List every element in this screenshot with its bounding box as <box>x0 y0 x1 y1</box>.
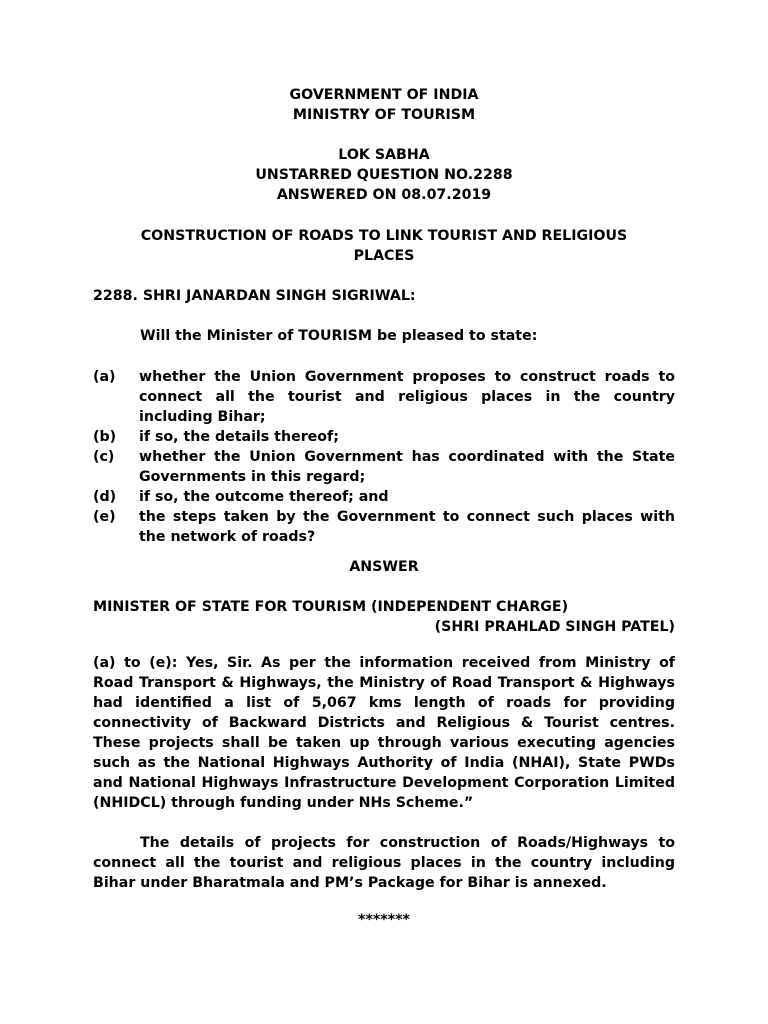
question-text: if so, the outcome thereof; and <box>139 489 389 505</box>
subject-line-1: CONSTRUCTION OF ROADS TO LINK TOURIST AND RELIGIOUS <box>140 228 628 244</box>
house-heading: LOK SABHA <box>338 147 430 163</box>
question-item-d <box>93 487 675 507</box>
minister-name: (SHRI PRAHLAD SINGH PATEL) <box>434 619 675 635</box>
ministry-heading: MINISTRY OF TOURISM <box>292 107 476 123</box>
question-text: whether the Union Government proposes to construct roads to connect all the tourist and religious places in the country including Bihar; <box>139 369 675 425</box>
question-text: if so, the details thereof; <box>139 429 339 445</box>
question-label: (e) <box>93 509 116 525</box>
question-intro: Will the Minister of TOURISM be pleased to state: <box>140 328 538 344</box>
answer-heading: ANSWER <box>349 559 419 575</box>
question-label: (d) <box>93 489 117 505</box>
question-item-e <box>93 507 675 547</box>
question-label: (c) <box>93 449 115 465</box>
question-text: whether the Union Government has coordinated with the State Governments in this regard; <box>139 449 675 485</box>
question-label: (b) <box>93 429 117 445</box>
answer-paragraph-1: (a) to (e): Yes, Sir. As per the information received from Ministry of Road Transport & Highways, the Ministry of Road Transport & Highways had identified a list of 5,067 kms length of roads for providing connectivity of Backward Districts and Religious & Tourist centres. These projects shall be taken up through various executing agencies such as the National Highways Authority of India (NHAI), State PWDs and National Highways Infrastructure Development Corporation Limited (NHIDCL) through funding under NHs Scheme.” <box>93 655 675 811</box>
question-number: UNSTARRED QUESTION NO.2288 <box>255 167 513 183</box>
question-text: the steps taken by the Government to connect such places with the network of roads? <box>139 509 675 545</box>
question-item-b <box>93 427 675 447</box>
minister-title: MINISTER OF STATE FOR TOURISM (INDEPENDENT CHARGE) <box>93 599 569 615</box>
question-item-c <box>93 447 675 487</box>
end-mark: ******* <box>358 912 410 928</box>
answered-date: ANSWERED ON 08.07.2019 <box>276 187 492 203</box>
question-label: (a) <box>93 369 116 385</box>
subject-line-2: PLACES <box>353 248 415 264</box>
answer-paragraph-2: The details of projects for construction of Roads/Highways to connect all the tourist and religious places in the country including Bihar under Bharatmala and PM’s Package for Bihar is annexed. <box>93 835 675 891</box>
member-name: 2288. SHRI JANARDAN SINGH SIGRIWAL: <box>93 288 416 304</box>
question-item-a <box>93 367 675 427</box>
government-heading: GOVERNMENT OF INDIA <box>289 87 479 103</box>
